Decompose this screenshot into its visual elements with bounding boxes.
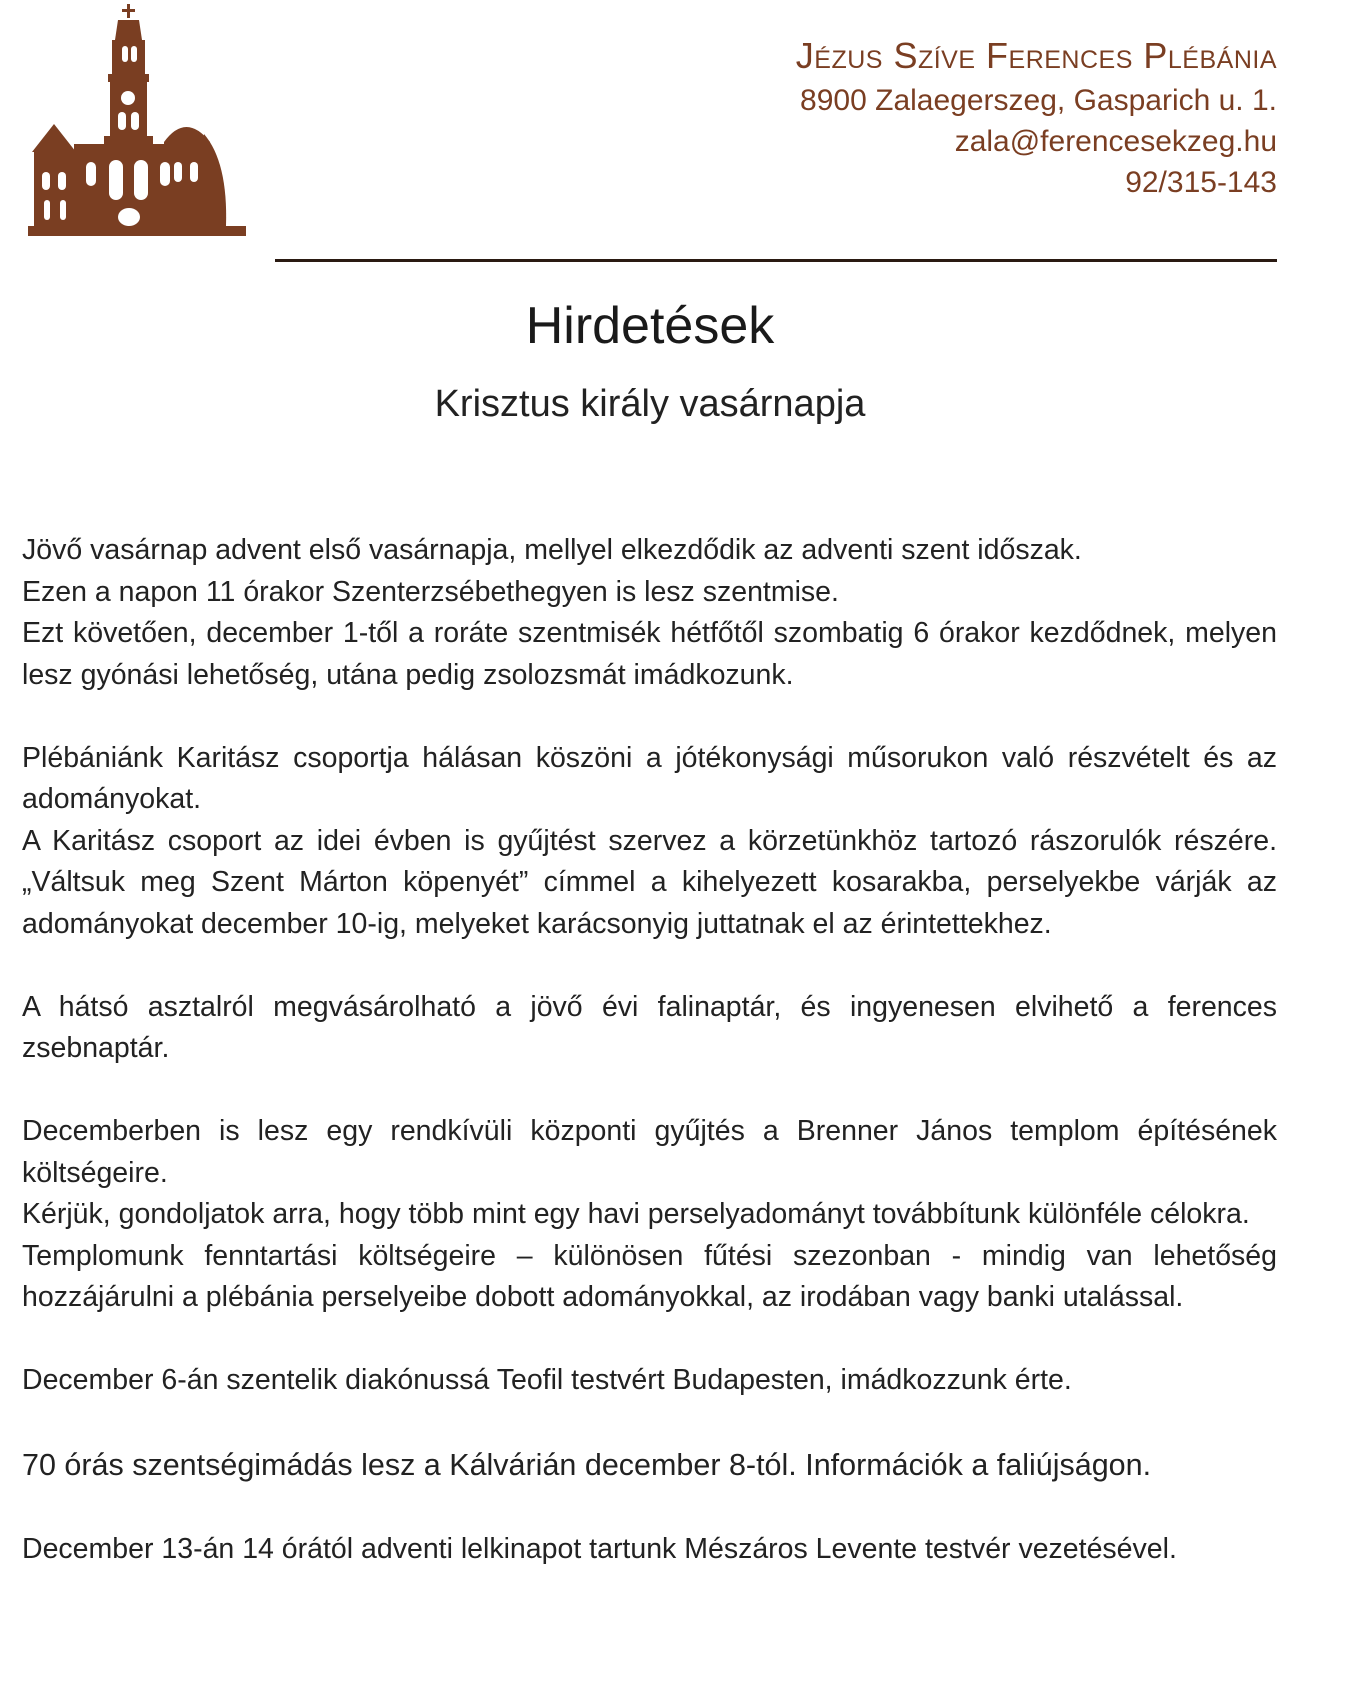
announcement-paragraph: Decemberben is lesz egy rendkívüli központi gyűjtés a Brenner János templom építésének költségeire. xyxy=(22,1115,1277,1189)
announcement-paragraph: December 6-án szentelik diakónussá Teofil testvért Budapesten, imádkozzunk érte. xyxy=(22,1364,1072,1396)
spacer xyxy=(22,1070,1277,1112)
header-divider xyxy=(275,259,1277,262)
announcement-paragraph: A hátsó asztalról megvásárolható a jövő évi falinaptár, és ingyenesen elvihető a ferences zsebnaptár. xyxy=(22,990,1277,1064)
parish-name: Jézus Szíve Ferences Plébánia xyxy=(795,35,1277,76)
announcement-paragraph: Kérjük, gondoljatok arra, hogy több mint egy havi perselyadományt továbbítunk különféle célokra. xyxy=(22,1198,1250,1230)
church-logo xyxy=(14,2,246,238)
announcement-paragraph: Ezt követően, december 1-től a roráte szentmisék hétfőtől szombatig 6 órakor kezdődnek, melyen lesz gyónási lehetőség, utána pedig zsolozsmát imádkozunk. xyxy=(22,617,1277,691)
parish-phone: 92/315-143 xyxy=(1125,166,1277,199)
parish-email: zala@ferencesekzeg.hu xyxy=(954,125,1277,158)
spacer xyxy=(22,1402,1277,1444)
announcement-paragraph: Plébániánk Karitász csoportja hálásan köszöni a jótékonysági műsorukon való részvételt és az adományokat. xyxy=(22,741,1277,815)
announcement-paragraph: December 13-án 14 órától adventi lelkinapot tartunk Mészáros Levente testvér vezetésével. xyxy=(22,1532,1177,1565)
spacer xyxy=(22,1487,1277,1529)
spacer xyxy=(22,945,1277,987)
announcement-paragraph: Templomunk fenntartási költségeire – különösen fűtési szezonban - mindig van lehetőség hozzájárulni a plébánia perselyeibe dobott adományokkal, az irodában vagy banki utalással. xyxy=(22,1239,1277,1313)
parish-contact xyxy=(796,32,1277,203)
page-subtitle: Krisztus király vasárnapja xyxy=(434,383,866,425)
spacer xyxy=(22,696,1277,738)
announcement-paragraph: Ezen a napon 11 órakor Szenterzsébethegyen is lesz szentmise. xyxy=(22,575,839,608)
announcement-paragraph: Jövő vasárnap advent első vasárnapja, mellyel elkezdődik az adventi szent időszak. xyxy=(22,534,1082,566)
announcements xyxy=(22,530,1277,1570)
page-title: Hirdetések xyxy=(525,297,775,355)
announcement-paragraph: A Karitász csoport az idei évben is gyűjtést szervez a körzetünkhöz tartozó rászorulók részére. „Váltsuk meg Szent Márton köpenyét” címmel a kihelyezett kosarakba, perselyekbe várják az adományokat december 10-ig, melyeket karácsonyig juttatnak el az érintettekhez. xyxy=(22,824,1277,940)
church-icon xyxy=(14,2,246,238)
parish-address: 8900 Zalaegerszeg, Gasparich u. 1. xyxy=(800,84,1277,117)
announcement-paragraph: 70 órás szentségimádás lesz a Kálvárián december 8-tól. Információk a faliújságon. xyxy=(22,1448,1152,1482)
spacer xyxy=(22,1319,1277,1361)
